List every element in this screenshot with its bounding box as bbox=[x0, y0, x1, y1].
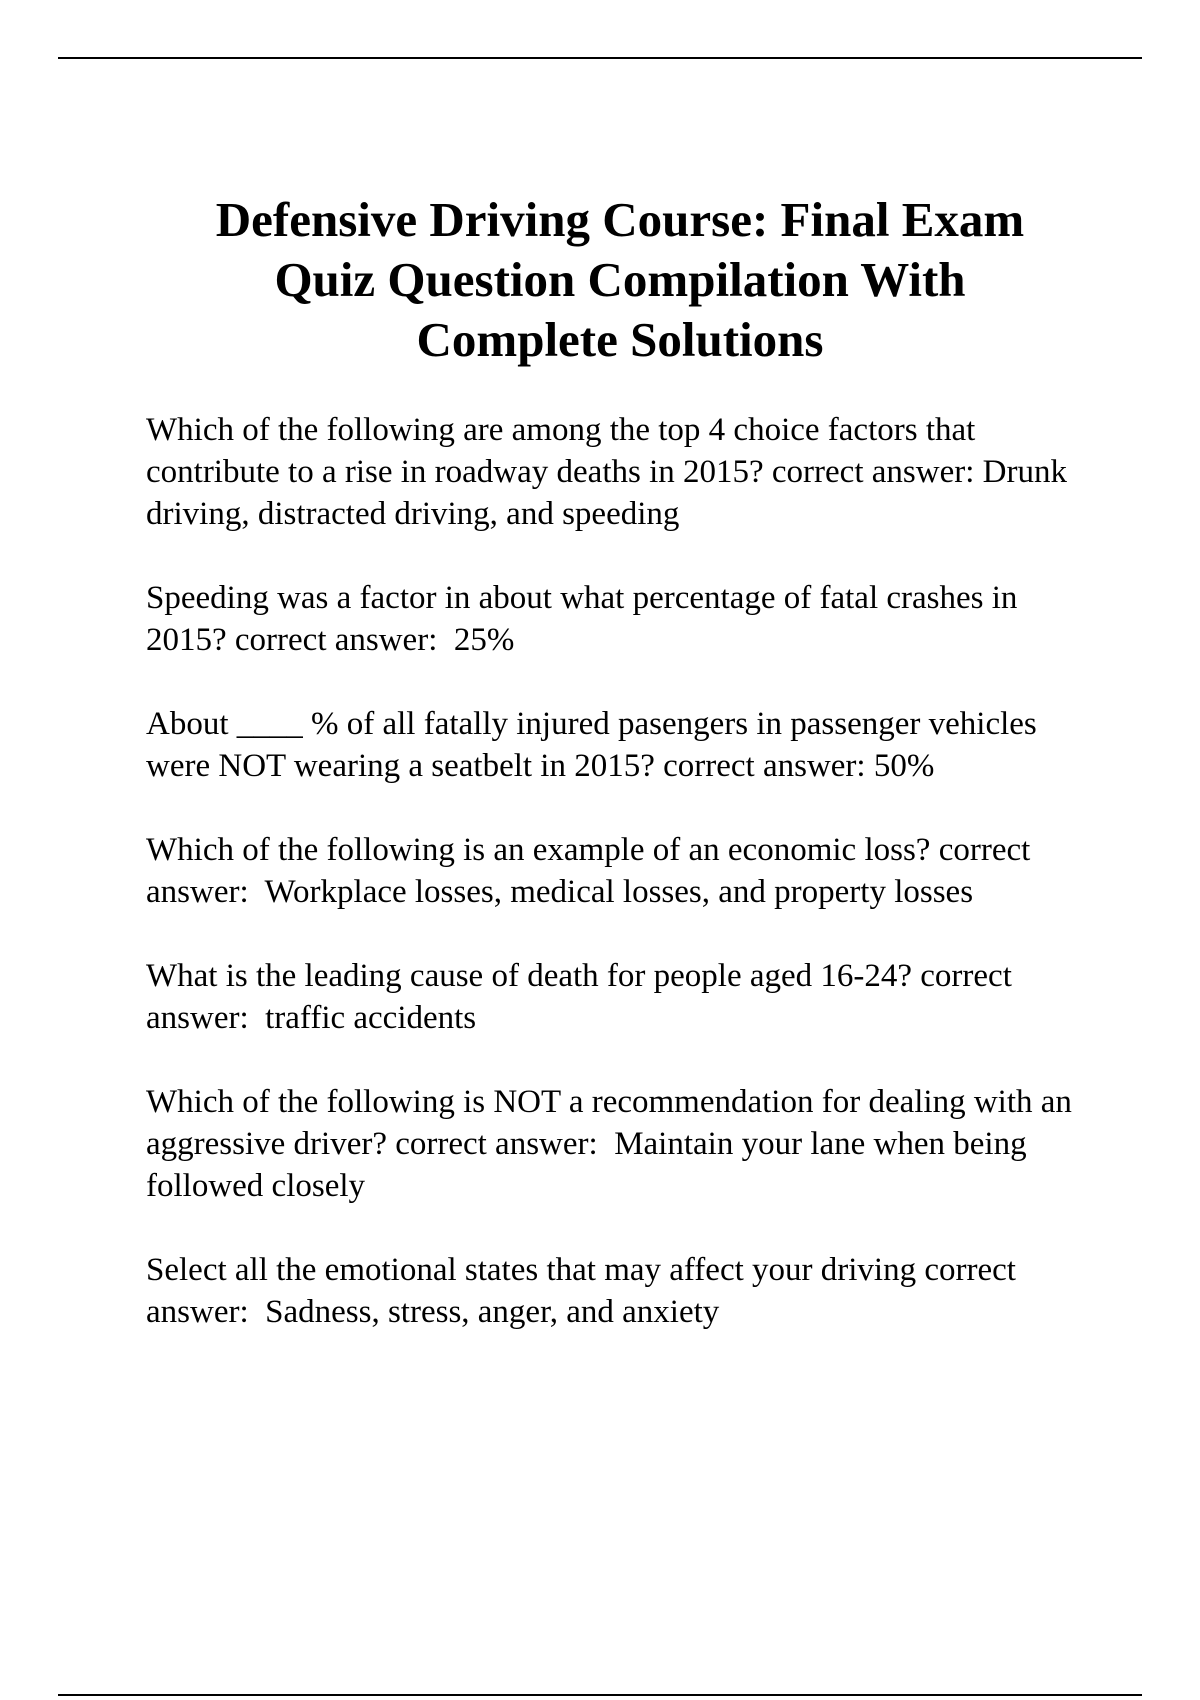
question-item: Speeding was a factor in about what percentage of fatal crashes in 2015? correct answer: 25% bbox=[146, 580, 1026, 658]
question-item: Which of the following are among the top 4 choice factors that contribute to a rise in roadway deaths in 2015? correct answer: Drunk driving, distracted driving, and speeding bbox=[146, 412, 1076, 532]
question-item: Select all the emotional states that may affect your driving correct answer: Sadness, stress, anger, and anxiety bbox=[146, 1252, 1025, 1330]
top-divider bbox=[58, 57, 1142, 59]
question-item: About ____ % of all fatally injured pasengers in passenger vehicles were NOT wearing a seatbelt in 2015? correct answer: 50% bbox=[146, 706, 1045, 784]
document-title: Defensive Driving Course: Final Exam Quiz Question Compilation With Complete Solutions bbox=[215, 192, 1025, 367]
question-item: Which of the following is NOT a recommendation for dealing with an aggressive driver? correct answer: Maintain your lane when being followed closely bbox=[146, 1084, 1081, 1204]
question-item: Which of the following is an example of an economic loss? correct answer: Workplace losses, medical losses, and property losses bbox=[146, 832, 1039, 910]
bottom-divider bbox=[58, 1694, 1142, 1696]
question-list bbox=[146, 409, 1086, 1375]
question-item: What is the leading cause of death for people aged 16-24? correct answer: traffic accidents bbox=[146, 958, 1021, 1036]
